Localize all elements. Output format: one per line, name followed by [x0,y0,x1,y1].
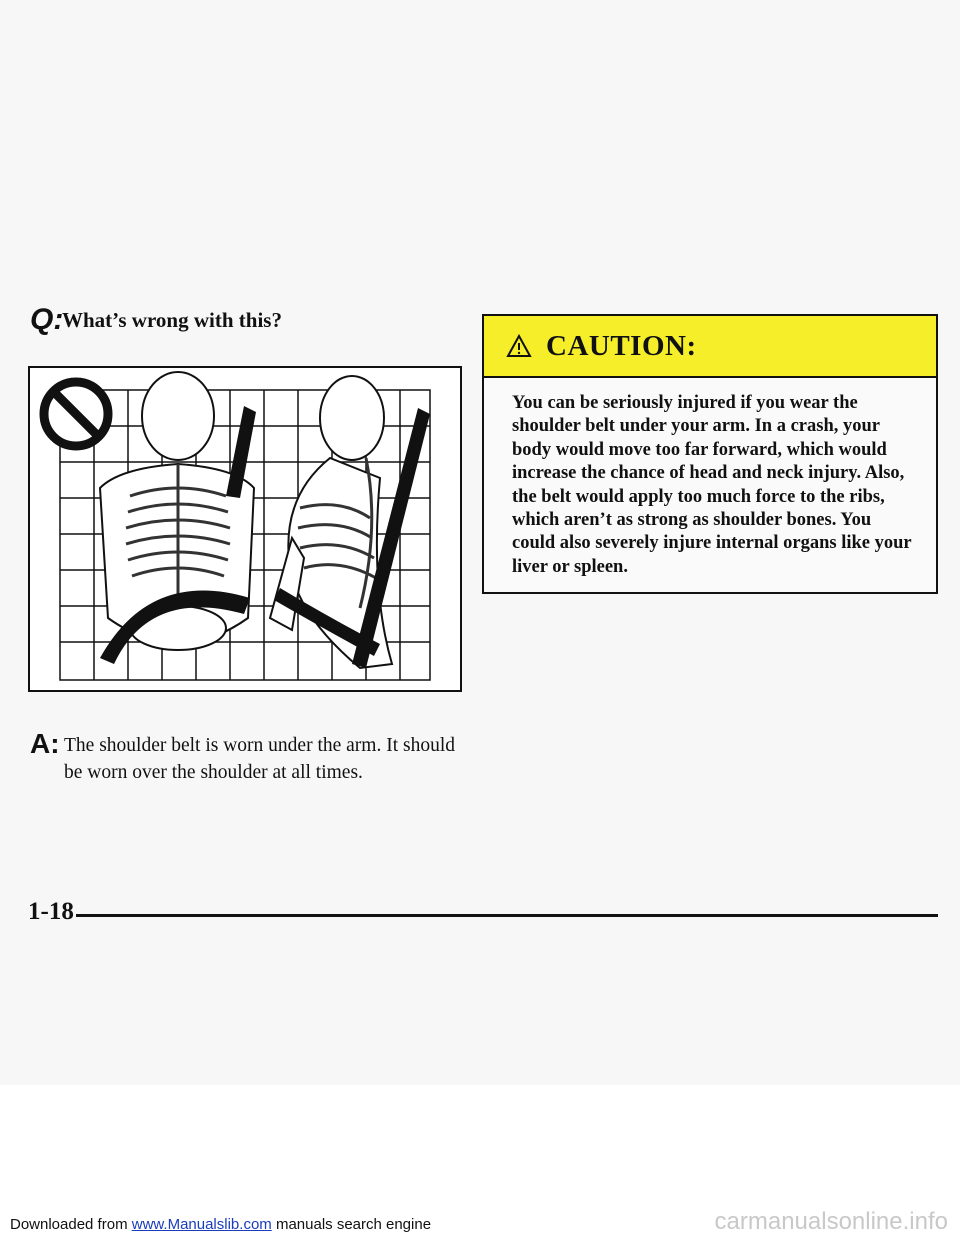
page-number: 1-18 [28,898,74,925]
answer-text: The shoulder belt is worn under the arm. It should be worn over the shoulder at all times. [64,735,455,783]
page-rule [76,914,938,917]
warning-triangle-icon [506,334,532,358]
caution-header [484,316,936,378]
seatbelt-illustration [28,366,462,692]
footer-suffix: manuals search engine [271,1216,432,1233]
footer-prefix: Downloaded from [10,1216,132,1233]
illustration-svg [30,368,460,690]
question-text: What’s wrong with this? [62,308,282,332]
rear-view-figure [100,372,256,664]
answer-marker: A: [30,728,60,759]
caution-box [482,314,938,594]
prohibited-icon [44,382,108,446]
caution-text: You can be seriously injured if you wear the shoulder belt under your arm. In a crash, your body would move too far forward, which would increase the chance of head and neck injury. Also, the belt would apply too much force to the ribs, which aren’t as strong as shoulder bones. You could also severely injure internal organs like your liver or spleen. [512,393,912,577]
watermark: carmanualsonline.info [714,1208,948,1235]
question-marker: Q: [30,303,64,336]
caution-title: CAUTION: [546,329,697,362]
side-view-figure [270,376,430,668]
manualslib-link[interactable]: www.Manualslib.com [131,1216,272,1233]
download-footer [10,1216,431,1233]
